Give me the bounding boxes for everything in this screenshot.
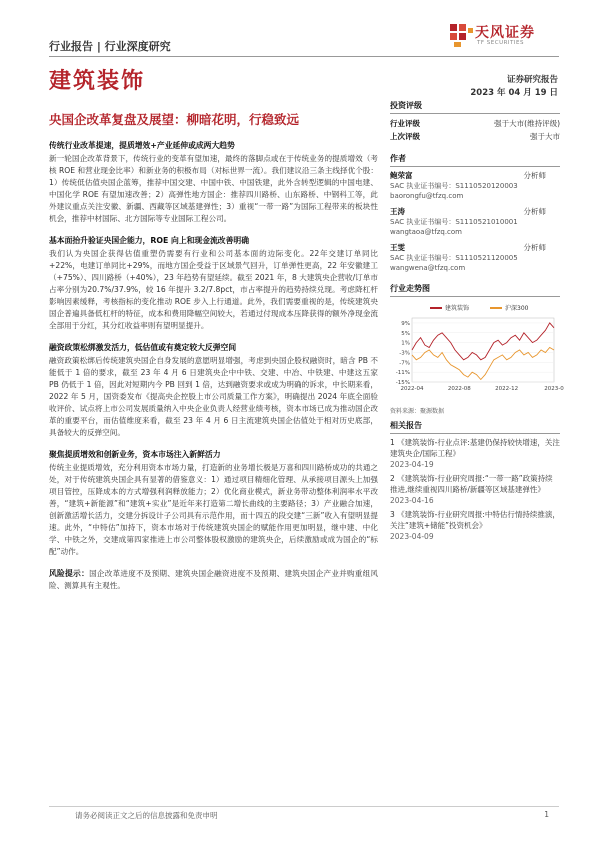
chart-source: 资料来源：聚源数据 (390, 408, 445, 415)
brand-name: 天风证券 (475, 25, 535, 41)
y-tick-label: -15% (395, 380, 410, 386)
author-name: 王雯 (390, 243, 405, 252)
related-item[interactable] (390, 473, 560, 506)
trend-chart-panel (390, 283, 564, 415)
related-title[interactable]: 2 《建筑装饰-行业研究周报:“一带一路”政策持续推进,继续重视四川路桥/新疆等区域基建弹性》 (390, 474, 553, 494)
section (49, 140, 378, 225)
sidebar (390, 100, 560, 278)
report-kind: 证券研究报告 (506, 75, 558, 85)
author-name: 王涛 (390, 207, 405, 216)
related-date: 2023-04-09 (390, 532, 434, 541)
chart-heading: 行业走势图 (390, 283, 560, 297)
related-title[interactable]: 1 《建筑装饰-行业点评:基建仍保持较快增速，关注建筑央企/国际工程》 (390, 438, 560, 458)
section-body: 新一轮国企改革背景下，传统行业的变革有望加速，最终的落脚点或在于传统业务的提质增效（考核 ROE 和营业现金比率）和新业务的积极布局（对标世界一流）。我们建议沿三条主线择优个股：1）传统低估值央国企蓝筹，推荐中国交建、中国中铁、中国铁建，此外含转型逻辑的中国电建、中国化学 ROE 有望加速改善；2）高弹性地方国企：推荐四川路桥、山东路桥、中钢科工等，此外建议重点关注安徽、新疆、西藏等区域基建弹性；3）重视“一带一路”为国际工程带来的板块性机会，推荐中材国际、北方国际等专业国际工程公司。 (49, 154, 378, 223)
section-body: 我们认为央国企获得估值重塑仍需要有行业和公司基本面的边际变化。22年交建订单同比+22%，电建订单同比+29%，而地方国企受益于区域景气回升，订单弹性更高，22 年安徽建工（+75%）、四川路桥（+40%），23 年趋势有望延续。截至 2021 年，8 大建筑央企营收/订单市占率分别为20.7%/37.9%，较 16 年提升 3.2/7.8pct，市占率提升的趋势持续兑现。考虑降杠杆影响因素缓释，考核指标的变化推动 ROE 步入上行通道。此外，我们需要重视的是，传统建筑央国企普遍具备低杠杆的特征，成本和费用降幅空间较大，若通过付现成本压降获得的额外净现金流全部用于分红，其分红收益率则有望明显提升。 (49, 249, 378, 330)
related-item[interactable] (390, 437, 560, 470)
section-heading: 基本面抬升验证央国企能力，ROE 向上和现金流改善明确 (49, 236, 249, 245)
author-cert: SAC 执业证书编号：S1110521120005 (390, 254, 518, 262)
rating-value: 强于大市 (530, 132, 560, 141)
report-date: 2023 年 04 月 19 日 (470, 88, 558, 98)
rating-value: 强于大市(维持评级) (494, 119, 560, 128)
author-name: 鲍荣富 (390, 171, 413, 180)
x-tick-label: 2022-04 (400, 386, 424, 392)
page-number: 1 (544, 810, 549, 819)
related-date: 2023-04-16 (390, 496, 434, 505)
author-role: 分析师 (523, 207, 546, 216)
header-divider (49, 56, 559, 57)
rating-row (390, 117, 560, 130)
section-heading: 融资政策松绑激发活力，低估值或有奠定较大反弹空间 (49, 343, 237, 352)
author-email[interactable]: wangtaoa@tfzq.com (390, 228, 463, 236)
x-tick-label: 2023-0 (544, 386, 564, 392)
y-tick-label: -7% (399, 360, 410, 367)
rating-label: 上次评级 (390, 132, 420, 141)
authors-heading: 作者 (390, 153, 560, 167)
main-content (49, 140, 378, 602)
author-card (390, 170, 560, 201)
brand-logo-icon (448, 20, 474, 50)
report-title: 央国企改革复盘及展望：柳暗花明，行稳致远 (49, 112, 300, 127)
author-card (390, 242, 560, 273)
y-tick-label: 5% (401, 330, 410, 337)
section (49, 342, 378, 439)
brand-name-en: TF SECURITIES (477, 40, 524, 46)
author-cert: SAC 执业证书编号：S1110521010001 (390, 218, 518, 226)
legend-label: 建筑装饰 (445, 305, 470, 312)
author-cert: SAC 执业证书编号：S1110520120003 (390, 182, 518, 190)
section-heading: 聚焦提质增效和创新业务，资本市场注入新鲜活力 (49, 450, 221, 459)
author-role: 分析师 (523, 243, 546, 252)
related-heading: 相关报告 (390, 420, 560, 434)
section-body: 融资政策松绑后传统建筑央国企自身发展的意愿明显增强，考虑到央国企股权融资时，暗含 PB 不能低于 1 倍的要求，截至 23 年 4 月 6 日建筑央企中中铁、交建、中冶、中铁建、中建这五家 PB 仍低于 1 倍，因此对短期内今 PB 回到 1 倍，达到融资要求或成为明确的诉求，中长期来看，2022 年 5 月，国资委发布《提高央企控股上市公司质量工作方案》，明确提出 2024 年底全面验收评价、试点将上市公司发展质量纳入中央企业负责人经营业绩考核，资本市场已成为推动国企改革的重要平台，而估值维度来看，截至 23 年 4 月 6 日主流建筑央国企估值处于相对历史底部，具备较大的反弹空间。 (49, 356, 378, 437)
section-body: 传统主业提质增效，充分利用资本市场力量，打造新的业务增长极是万喜和四川路桥成功的共通之处，对于传统建筑央国企具有显著的借鉴意义：1）通过项目精细化管理、从承接项目源头上加强项目管控，压降成本的方式增强利润释放能力；2）优化商业模式，新业务带动整体利润率水平改善，“建筑+新能源”和“建筑+实业”是近年来打造第二增长曲线的主要路径；3）产业融合加速，创新激活增长活力，交建分拆设计子公司具有示范作用，而十四五的段交建“三新”收入有望明显提速。此外，“中特估”加持下，资本市场对于传统建筑央国企的赋能作用更加明显，继中建、中化学、中铁之外，交建成第四家推进上市公司整体股权激励的建筑央企，后续激励或成为国企的“标配”动作。 (49, 463, 378, 556)
risk-heading: 风险提示： (49, 569, 90, 578)
footer-disclaimer: 请务必阅读正文之后的信息披露和免责申明 (75, 811, 218, 820)
rating-label: 行业评级 (390, 119, 420, 128)
section (49, 449, 378, 558)
rating-heading: 投资评级 (390, 100, 560, 114)
author-email[interactable]: baorongfu@tfzq.com (390, 192, 464, 200)
x-tick-label: 2022-08 (447, 386, 471, 392)
author-email[interactable]: wangwena@tfzq.com (390, 264, 466, 272)
industry-name: 建筑装饰 (49, 69, 146, 94)
legend-label: 沪深300 (505, 305, 529, 312)
author-card (390, 206, 560, 237)
report-type: 行业报告 | 行业深度研究 (49, 40, 171, 53)
y-tick-label: -3% (399, 350, 410, 357)
y-tick-label: 9% (401, 320, 410, 327)
related-reports (390, 420, 560, 545)
footer-divider (49, 806, 559, 807)
section-heading: 传统行业改革提速，提质增效+产业延伸或成两大趋势 (49, 141, 235, 150)
section (49, 235, 378, 332)
y-tick-label: 1% (401, 340, 410, 347)
related-date: 2023-04-19 (390, 460, 434, 469)
risk-section (49, 568, 378, 592)
rating-row (390, 130, 560, 143)
trend-chart (390, 300, 564, 400)
related-title[interactable]: 3 《建筑装饰-行业研究周报:中特估行情持续推演，关注“建筑+储能”投资机会》 (390, 510, 560, 530)
author-role: 分析师 (523, 171, 546, 180)
x-tick-label: 2022-12 (495, 386, 519, 392)
risk-body: 国企改革进度不及预期、建筑央国企融资进度不及预期、建筑央国企产业并购重组风险、测算具有主观性。 (49, 569, 379, 590)
related-item[interactable] (390, 509, 560, 542)
y-tick-label: -11% (395, 370, 410, 377)
